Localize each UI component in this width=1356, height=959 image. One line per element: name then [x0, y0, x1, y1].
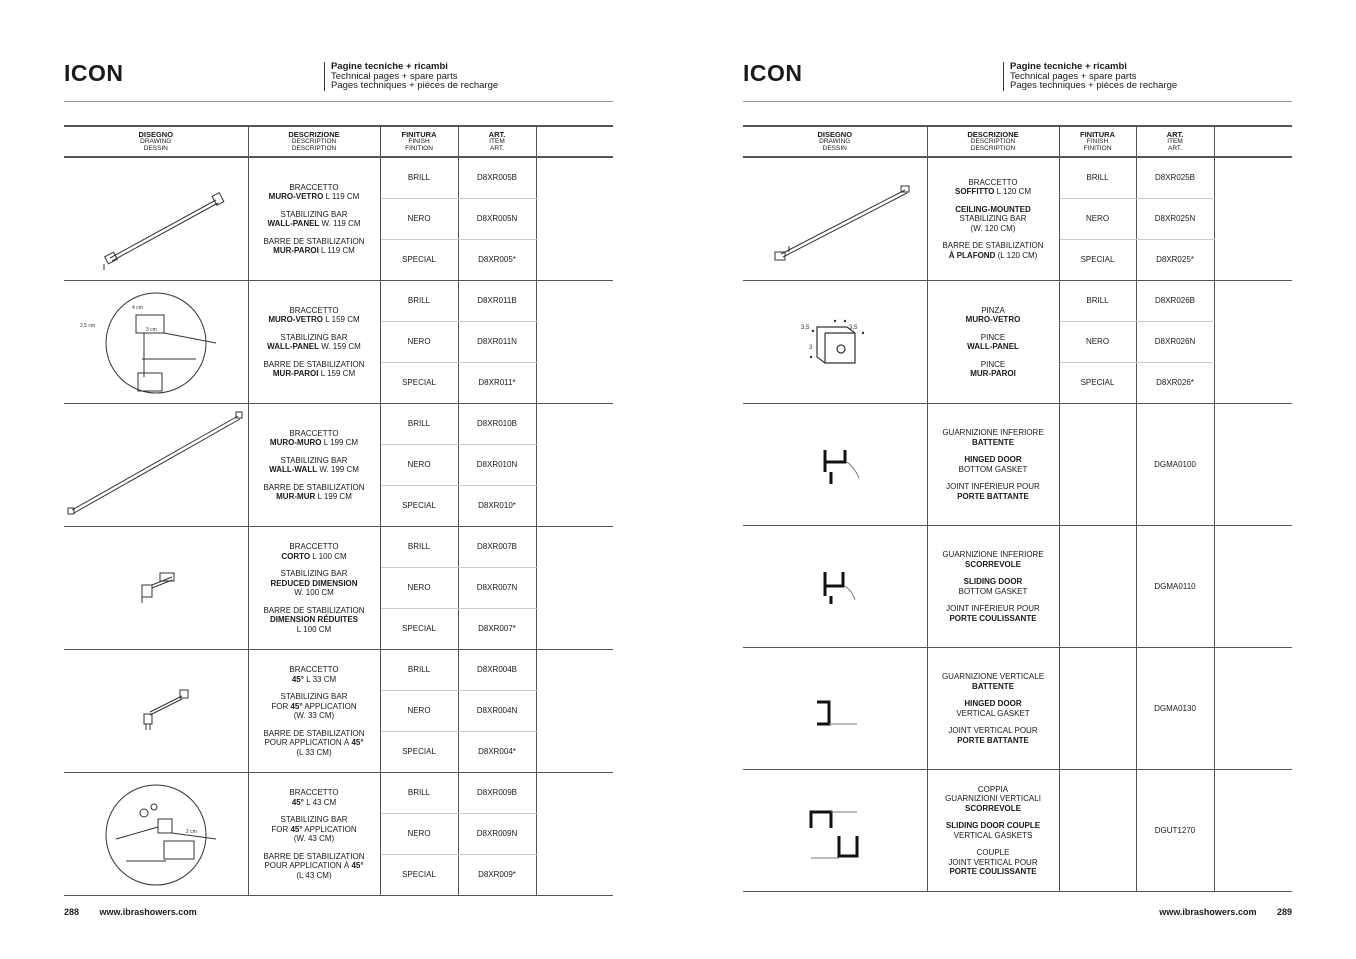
table-header-row [64, 126, 613, 157]
page-footer [1159, 907, 1292, 917]
table-row: SPECIAL D8XR007* [64, 609, 613, 650]
drawing-vertical-gasket [743, 648, 927, 770]
table-row: 2 cm BRACCETTO 45° L 43 CM STABILIZING BAR FOR 45° APPLICATION (W. 43 CM) BARRE DE STABILIZATION POUR APPLICATION À 45° (L 43 CM) BRILL D8XR009B [64, 773, 613, 814]
col-finish: FINITURA FINISH FINITION [1059, 126, 1136, 157]
table-row: SPECIAL D8XR010* [64, 486, 613, 527]
table-row: NERO D8XR005N [64, 199, 613, 240]
drawing-bar-short [64, 527, 248, 650]
svg-text:4 cm: 4 cm [131, 305, 143, 311]
table-row: SPECIAL D8XR009* [64, 855, 613, 896]
spare-parts-table [64, 125, 613, 896]
table-header-row [743, 126, 1292, 157]
table-row: COPPIA GUARNIZIONI VERTICALI SCORREVOLE SLIDING DOOR COUPLE VERTICAL GASKETS COUPLE JOINT VERTICAL POUR PORTE COULISSANTE DGUT1270 [743, 770, 1292, 892]
drawing-detail-circle [64, 281, 248, 404]
subhead-fr: Pages techniques + pièces de recharge [331, 80, 499, 91]
table-row: BRACCETTO MURO-MURO L 199 CM STABILIZING BAR WALL-WALL W. 199 CM BARRE DE STABILIZATION MUR-MUR L 199 CM BRILL D8XR010B [64, 404, 613, 445]
col-drawing: DISEGNO DRAWING DESSIN [64, 126, 248, 157]
subhead-en: Technical pages + spare parts [331, 70, 458, 82]
col-art: ART. ITEM ART. [458, 126, 536, 157]
header-divider [743, 101, 1292, 102]
drawing-vertical-gaskets-couple [743, 770, 927, 892]
subhead-it: Pagine tecniche + ricambi [331, 61, 448, 72]
table-row: GUARNIZIONE INFERIORE BATTENTE HINGED DOOR BOTTOM GASKET JOINT INFÉRIEUR POUR PORTE BATTANTE DGMA0100 [743, 404, 1292, 526]
drawing-bottom-gasket-hinged [743, 404, 927, 526]
description-cell: BRACCETTO CORTO L 100 CM STABILIZING BAR REDUCED DIMENSION W. 100 CM BARRE DE STABILIZATION DIMENSION RÉDUITES L 100 CM [248, 527, 380, 650]
table-row: SPECIAL D8XR005* [64, 240, 613, 281]
page-footer [64, 907, 197, 917]
description-cell: BRACCETTO 45° L 33 CM STABILIZING BAR FOR 45° APPLICATION (W. 33 CM) BARRE DE STABILIZATION POUR APPLICATION À 45° (L 33 CM) [248, 650, 380, 773]
drawing-bar-45 [64, 650, 248, 773]
table-row: SPECIAL D8XR026* [743, 363, 1292, 404]
table-row: GUARNIZIONE VERTICALE BATTENTE HINGED DOOR VERTICAL GASKET JOINT VERTICAL POUR PORTE BATTANTE DGMA0130 [743, 648, 1292, 770]
spare-parts-table [743, 125, 1292, 892]
table-row: BRACCETTO 45° L 33 CM STABILIZING BAR FOR 45° APPLICATION (W. 33 CM) BARRE DE STABILIZATION POUR APPLICATION À 45° (L 33 CM) BRILL D8XR004B [64, 650, 613, 691]
svg-text:3,5: 3,5 [848, 325, 858, 331]
drawing-bottom-gasket-sliding [743, 526, 927, 648]
table-row [64, 157, 613, 199]
brand-title: ICON [743, 60, 803, 86]
table-row: NERO D8XR004N [64, 691, 613, 732]
table-row: NERO D8XR025N [743, 199, 1292, 240]
description-cell: BRACCETTO SOFFITTO L 120 CM CEILING-MOUNTED STABILIZING BAR (W. 120 CM) BARRE DE STABILIZATION À PLAFOND (L 120 CM) [927, 157, 1059, 281]
col-empty [536, 126, 613, 157]
description-cell: COPPIA GUARNIZIONI VERTICALI SCORREVOLE SLIDING DOOR COUPLE VERTICAL GASKETS COUPLE JOINT VERTICAL POUR PORTE COULISSANTE [927, 770, 1059, 892]
brand-title: ICON [64, 60, 124, 86]
right-page [743, 0, 1303, 959]
table-row: GUARNIZIONE INFERIORE SCORREVOLE SLIDING DOOR BOTTOM GASKET JOINT INFÉRIEUR POUR PORTE COULISSANTE DGMA0110 [743, 526, 1292, 648]
description-cell: BRACCETTO MURO-MURO L 199 CM STABILIZING BAR WALL-WALL W. 199 CM BARRE DE STABILIZATION MUR-MUR L 199 CM [248, 404, 380, 527]
description-cell: BRACCETTO MURO-VETRO L 119 CM STABILIZING BAR WALL-PANEL W. 119 CM BARRE DE STABILIZATION MUR-PAROI L 119 CM [248, 157, 380, 281]
col-empty [1214, 126, 1292, 157]
art-cell: D8XR005B [458, 157, 536, 199]
table-row: NERO D8XR010N [64, 445, 613, 486]
drawing-bar-199 [64, 404, 248, 527]
description-cell: BRACCETTO MURO-VETRO L 159 CM STABILIZING BAR WALL-PANEL W. 159 CM BARRE DE STABILIZATION MUR-PAROI L 159 CM [248, 281, 380, 404]
drawing-ceiling-bar [743, 157, 927, 281]
section-subheading [324, 62, 498, 91]
col-drawing: DISEGNO DRAWING DESSIN [743, 126, 927, 157]
col-description: DESCRIZIONE DESCRIPTION DESCRIPTION [248, 126, 380, 157]
svg-text:2 cm: 2 cm [185, 829, 197, 835]
svg-text:3: 3 [808, 345, 813, 351]
col-description: DESCRIZIONE DESCRIPTION DESCRIPTION [927, 126, 1059, 157]
table-row: BRACCETTO CORTO L 100 CM STABILIZING BAR REDUCED DIMENSION W. 100 CM BARRE DE STABILIZATION DIMENSION RÉDUITES L 100 CM BRILL D8XR007B [64, 527, 613, 568]
finish-cell: BRILL [380, 157, 458, 199]
table-row: SPECIAL D8XR004* [64, 732, 613, 773]
col-art: ART. ITEM ART. [1136, 126, 1214, 157]
svg-text:3,5: 3,5 [800, 325, 810, 331]
table-row: NERO D8XR026N [743, 322, 1292, 363]
table-row: SPECIAL D8XR025* [743, 240, 1292, 281]
table-row: BRACCETTO SOFFITTO L 120 CM CEILING-MOUNTED STABILIZING BAR (W. 120 CM) BARRE DE STABILIZATION À PLAFOND (L 120 CM) BRILL D8XR025B [743, 157, 1292, 199]
section-subheading: Pagine tecniche + ricambi Technical pages + spare parts Pages techniques + pièces de recharge [1003, 62, 1177, 91]
description-cell: GUARNIZIONE INFERIORE BATTENTE HINGED DOOR BOTTOM GASKET JOINT INFÉRIEUR POUR PORTE BATTANTE [927, 404, 1059, 526]
page-number: 288 [64, 907, 80, 917]
table-row: NERO D8XR009N [64, 814, 613, 855]
col-finish: FINITURA FINISH FINITION [380, 126, 458, 157]
header-divider [64, 101, 613, 102]
drawing-clamp [743, 281, 927, 404]
website-link[interactable]: www.ibrashowers.com [99, 907, 197, 917]
description-cell: GUARNIZIONE INFERIORE SCORREVOLE SLIDING DOOR BOTTOM GASKET JOINT INFÉRIEUR POUR PORTE COULISSANTE [927, 526, 1059, 648]
drawing-detail-circle-45 [64, 773, 248, 896]
table-row: NERO D8XR011N [64, 322, 613, 363]
description-cell: BRACCETTO 45° L 43 CM STABILIZING BAR FOR 45° APPLICATION (W. 43 CM) BARRE DE STABILIZATION POUR APPLICATION À 45° (L 43 CM) [248, 773, 380, 896]
svg-text:3 cm: 3 cm [145, 327, 157, 333]
website-link[interactable]: www.ibrashowers.com [1159, 907, 1257, 917]
left-page [64, 0, 624, 959]
table-row: 3,5 3,5 3 PINZA MURO-VETRO PINCE WALL-PANEL PINCE MUR-PAROI BRILL D8XR026B [743, 281, 1292, 322]
svg-text:2,5 cm: 2,5 cm [79, 323, 95, 329]
drawing-bar-119 [64, 157, 248, 281]
description-cell: PINZA MURO-VETRO PINCE WALL-PANEL PINCE MUR-PAROI [927, 281, 1059, 404]
table-row: 4 cm 2,5 cm 3 cm BRACCETTO MURO-VETRO L 159 CM STABILIZING BAR WALL-PANEL W. 159 CM BARRE DE STABILIZATION MUR-PAROI L 159 CM BRILL D8XR011B [64, 281, 613, 322]
table-row: SPECIAL D8XR011* [64, 363, 613, 404]
description-cell: GUARNIZIONE VERTICALE BATTENTE HINGED DOOR VERTICAL GASKET JOINT VERTICAL POUR PORTE BATTANTE [927, 648, 1059, 770]
page-number: 289 [1276, 907, 1292, 917]
table-row: NERO D8XR007N [64, 568, 613, 609]
